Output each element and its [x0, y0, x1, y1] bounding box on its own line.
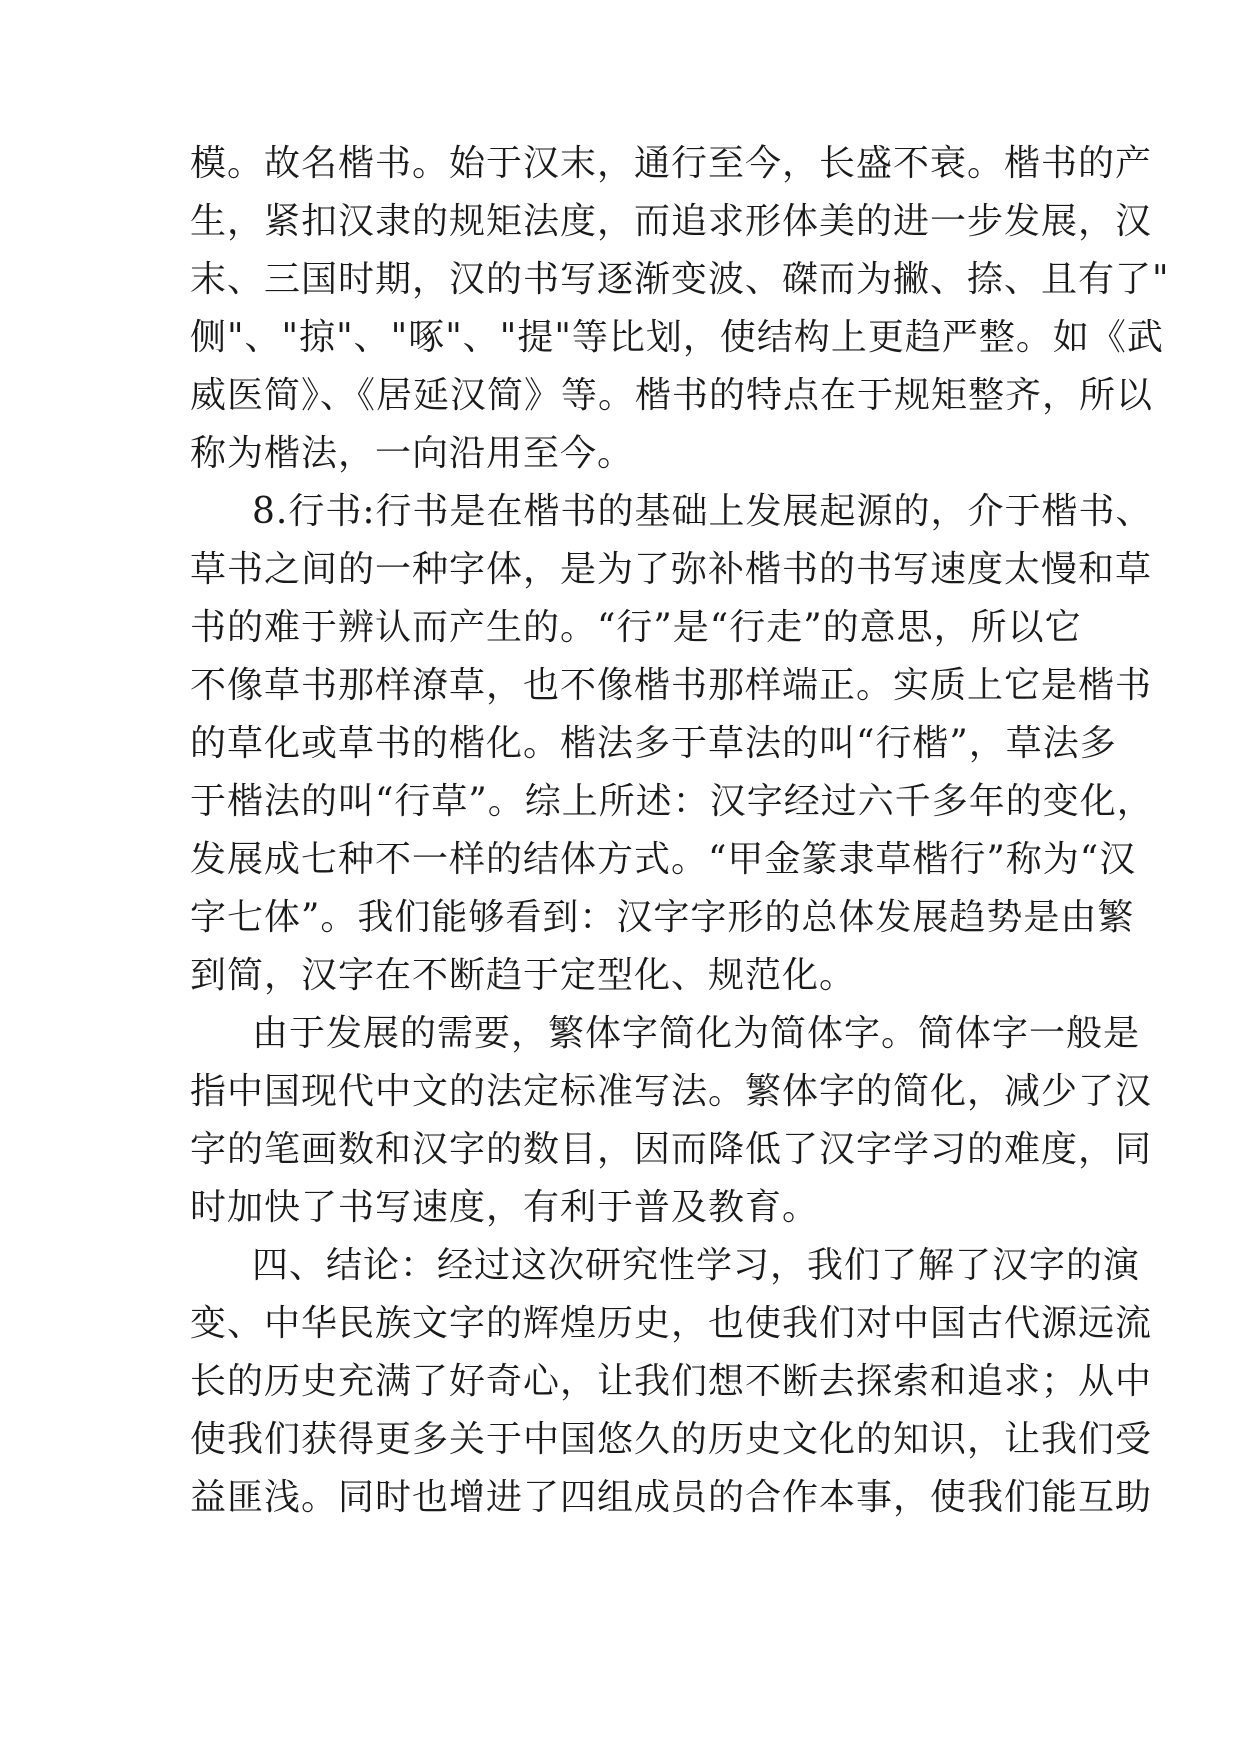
text-line: 书的难于辨认而产生的。“行”是“行走”的意思，所以它: [190, 607, 1082, 648]
text-line: 于楷法的叫“行草”。综上所述：汉字经过六千多年的变化，: [190, 781, 1154, 822]
text-line: 模。故名楷书。始于汉末，通行至今，长盛不衰。楷书的产: [190, 143, 1153, 184]
text-line: 末、三国时期，汉的书写逐渐变波、磔而为撇、捺、且有了": [190, 259, 1170, 300]
text-line: 指中国现代中文的法定标准写法。繁体字的简化，减少了汉: [190, 1071, 1153, 1112]
text-line: 使我们获得更多关于中国悠久的历史文化的知识，让我们受: [190, 1419, 1153, 1460]
text-line: 不像草书那样潦草，也不像楷书那样端正。实质上它是楷书: [190, 665, 1153, 706]
text-line: 益匪浅。同时也增进了四组成员的合作本事，使我们能互助: [190, 1477, 1153, 1518]
text-line: 发展成七种不一样的结体方式。“甲金篆隶草楷行”称为“汉: [190, 839, 1137, 880]
paragraph-start-line: 8.行书:行书是在楷书的基础上发展起源的，介于楷书、: [252, 491, 1153, 532]
text-line: 侧"、"掠"、"啄"、"提"等比划，使结构上更趋严整。如《武: [190, 317, 1164, 358]
text-line: 字七体”。我们能够看到：汉字字形的总体发展趋势是由繁: [190, 897, 1135, 938]
text-line: 称为楷法，一向沿用至今。: [190, 433, 635, 474]
text-line: 变、中华民族文字的辉煌历史，也使我们对中国古代源远流: [190, 1303, 1153, 1344]
text-line: 的草化或草书的楷化。楷法多于草法的叫“行楷”，草法多: [190, 723, 1117, 764]
text-line: 草书之间的一种字体，是为了弥补楷书的书写速度太慢和草: [190, 549, 1153, 590]
text-line: 时加快了书写速度，有利于普及教育。: [190, 1187, 820, 1228]
text-line: 长的历史充满了好奇心，让我们想不断去探索和追求；从中: [190, 1361, 1153, 1402]
text-line: 字的笔画数和汉字的数目，因而降低了汉字学习的难度，同: [190, 1129, 1153, 1170]
paragraph-start-line: 四、结论：经过这次研究性学习，我们了解了汉字的演: [252, 1245, 1141, 1286]
text-line: 到简，汉字在不断趋于定型化、规范化。: [190, 955, 857, 996]
text-line: 威医简》、《居延汉简》等。楷书的特点在于规矩整齐，所以: [190, 375, 1154, 416]
text-line: 生，紧扣汉隶的规矩法度，而追求形体美的进一步发展，汉: [190, 201, 1153, 242]
paragraph-start-line: 由于发展的需要，繁体字简化为简体字。简体字一般是: [252, 1013, 1141, 1054]
